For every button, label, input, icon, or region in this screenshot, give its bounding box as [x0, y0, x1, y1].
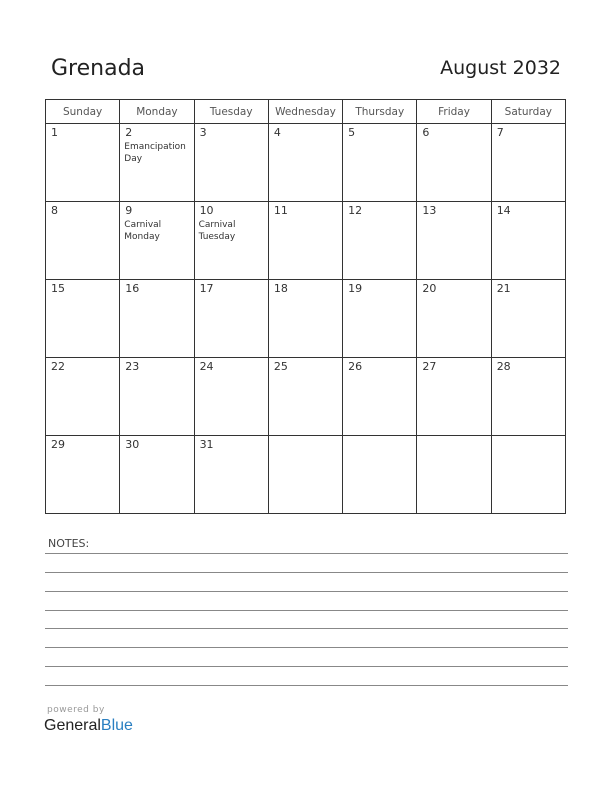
day-number: 9: [125, 204, 133, 217]
day-cell: [343, 358, 417, 436]
day-cell: [194, 436, 268, 514]
generalblue-logo: [44, 717, 133, 735]
day-cell: [268, 358, 342, 436]
day-cell: [343, 124, 417, 202]
day-number: 21: [496, 282, 511, 295]
note-line: [45, 628, 568, 629]
day-cell: [491, 358, 565, 436]
day-number: 3: [199, 126, 207, 139]
day-number: 19: [348, 282, 363, 295]
day-cell: [268, 436, 342, 514]
day-number: 18: [273, 282, 288, 295]
day-number: 8: [51, 204, 58, 217]
day-cell: [120, 202, 194, 280]
calendar-grid: [45, 99, 566, 514]
week-row: [46, 280, 566, 358]
weekday-header: Friday: [417, 100, 491, 124]
note-line: [45, 666, 568, 667]
day-cell: [417, 358, 491, 436]
day-number: 15: [51, 282, 65, 295]
day-cell: [194, 358, 268, 436]
day-number: 11: [273, 204, 288, 217]
holiday-label: Carnival Tuesday: [198, 220, 236, 242]
note-line: [45, 647, 568, 648]
day-number: 31: [199, 438, 214, 451]
day-number: 12: [348, 204, 363, 217]
day-cell: [268, 280, 342, 358]
note-line: [45, 610, 568, 611]
day-number: 30: [125, 438, 140, 451]
day-cell: [120, 280, 194, 358]
day-number: 1: [51, 126, 58, 139]
week-row: [46, 358, 566, 436]
powered-by-text: powered by: [47, 705, 105, 715]
day-number: 23: [125, 360, 140, 373]
day-cell: [491, 124, 565, 202]
day-cell: [491, 436, 565, 514]
day-cell: [46, 202, 120, 280]
weekday-header: Thursday: [343, 100, 417, 124]
day-cell: [491, 280, 565, 358]
day-number: 2: [125, 126, 133, 139]
day-cell: [417, 202, 491, 280]
day-cell: [343, 436, 417, 514]
day-number: 5: [348, 126, 356, 139]
day-number: 14: [496, 204, 511, 217]
notes-label: NOTES:: [48, 537, 90, 550]
holiday-label: Carnival Monday: [124, 220, 162, 242]
day-number: 20: [422, 282, 437, 295]
day-cell: [120, 436, 194, 514]
weekday-header: Wednesday: [268, 100, 342, 124]
day-cell: [120, 124, 194, 202]
day-number: 6: [422, 126, 430, 139]
day-number: 26: [348, 360, 363, 373]
day-cell: [120, 358, 194, 436]
day-number: 25: [273, 360, 288, 373]
day-cell: [46, 280, 120, 358]
day-cell: [194, 202, 268, 280]
note-line: [45, 553, 568, 554]
day-cell: [194, 124, 268, 202]
day-number: 7: [496, 126, 504, 139]
day-number: 29: [51, 438, 65, 451]
day-number: 24: [199, 360, 214, 373]
day-cell: [417, 280, 491, 358]
week-row: [46, 436, 566, 514]
day-number: 27: [422, 360, 437, 373]
day-number: 10: [199, 204, 214, 217]
day-cell: [268, 124, 342, 202]
day-cell: [194, 280, 268, 358]
week-row: [46, 202, 566, 280]
day-number: 17: [199, 282, 214, 295]
note-line: [45, 685, 568, 686]
day-cell: [46, 436, 120, 514]
weekday-header: Monday: [120, 100, 194, 124]
day-cell: [268, 202, 342, 280]
day-number: 22: [51, 360, 65, 373]
day-number: 13: [422, 204, 437, 217]
weekday-header: Tuesday: [194, 100, 268, 124]
day-number: 4: [273, 126, 281, 139]
day-cell: [417, 436, 491, 514]
holiday-label: Emancipation Day: [124, 142, 186, 164]
logo-blue: Blue: [100, 717, 133, 734]
day-cell: [46, 358, 120, 436]
week-row: [46, 124, 566, 202]
day-cell: [417, 124, 491, 202]
note-line: [45, 591, 568, 592]
day-cell: [343, 280, 417, 358]
day-number: 16: [125, 282, 140, 295]
logo-general: General: [44, 717, 101, 734]
calendar-country-title: Grenada: [51, 56, 146, 81]
weekday-header: Sunday: [46, 100, 120, 124]
calendar-month-title: August 2032: [440, 57, 561, 79]
day-number: 28: [496, 360, 511, 373]
day-cell: [46, 124, 120, 202]
day-cell: [343, 202, 417, 280]
weekday-header: Saturday: [491, 100, 565, 124]
weekday-header-row: [46, 100, 566, 124]
note-line: [45, 572, 568, 573]
day-cell: [491, 202, 565, 280]
